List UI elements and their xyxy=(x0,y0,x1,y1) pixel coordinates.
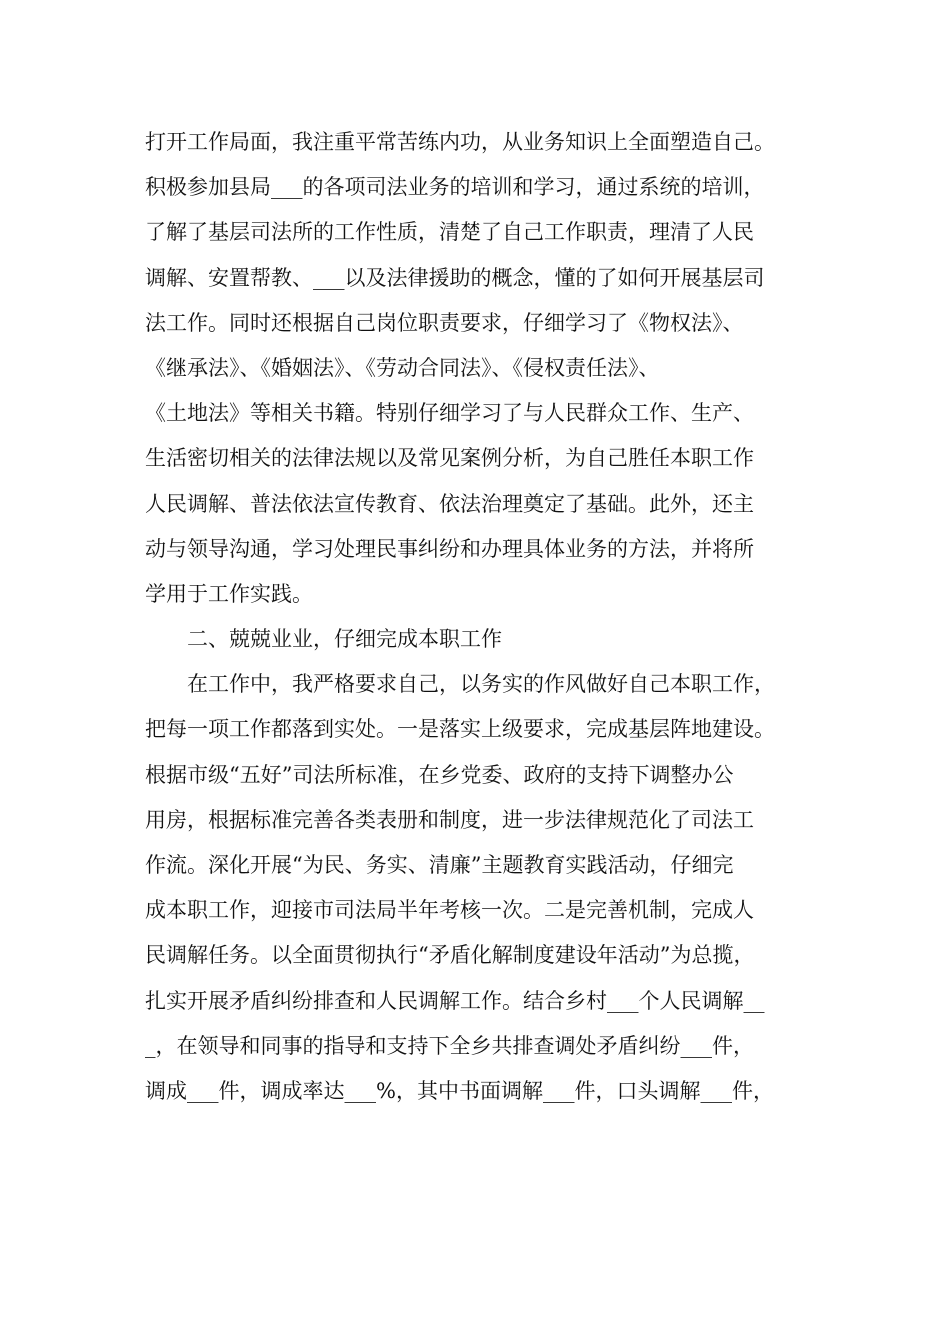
text-line: 扎实开展矛盾纠纷排查和人民调解工作。结合乡村___个人民调解__ xyxy=(145,988,765,1013)
text-line: 人民调解、普法依法宣传教育、依法治理奠定了基础。此外，还主 xyxy=(145,491,754,516)
text-line: 调解、安置帮教、___以及法律援助的概念，懂的了如何开展基层司 xyxy=(145,265,765,290)
text-line: 把每一项工作都落到实处。一是落实上级要求，完成基层阵地建设。 xyxy=(145,717,775,742)
text-line: 动与领导沟通，学习处理民事纠纷和办理具体业务的方法，并将所 xyxy=(145,536,754,561)
text-line: 法工作。同时还根据自己岗位职责要求，仔细学习了《物权法》、 xyxy=(145,310,744,335)
text-line: _，在领导和同事的指导和支持下全乡共排查调处矛盾纠纷___件， xyxy=(145,1033,754,1058)
body-text xyxy=(145,120,835,1114)
text-line: 学用于工作实践。 xyxy=(145,581,313,606)
text-line: 积极参加县局___的各项司法业务的培训和学习，通过系统的培训， xyxy=(145,175,765,200)
text-line: 《土地法》等相关书籍。特别仔细学习了与人民群众工作、生产、 xyxy=(145,401,754,426)
section-heading: 二、兢兢业业，仔细完成本职工作 xyxy=(187,627,502,652)
text-line: 用房，根据标准完善各类表册和制度，进一步法律规范化了司法工 xyxy=(145,807,754,832)
text-line: 《继承法》、《婚姻法》、《劳动合同法》、《侵权责任法》、 xyxy=(145,355,660,380)
text-line: 在工作中，我严格要求自己，以务实的作风做好自己本职工作， xyxy=(187,672,775,697)
text-line: 作流。深化开展“为民、务实、清廉”主题教育实践活动，仔细完 xyxy=(145,853,734,877)
text-line: 根据市级“五好”司法所标准，在乡党委、政府的支持下调整办公 xyxy=(145,762,734,787)
text-line: 成本职工作，迎接市司法局半年考核一次。二是完善机制，完成人 xyxy=(145,898,754,923)
text-line: 调成___件，调成率达___%，其中书面调解___件，口头调解___件， xyxy=(145,1078,774,1103)
text-line: 民调解任务。以全面贯彻执行“矛盾化解制度建设年活动”为总揽， xyxy=(145,943,755,968)
text-line: 了解了基层司法所的工作性质，清楚了自己工作职责，理清了人民 xyxy=(145,220,754,245)
text-line: 生活密切相关的法律法规以及常见案例分析，为自己胜任本职工作 xyxy=(145,446,754,471)
text-line: 打开工作局面，我注重平常苦练内功，从业务知识上全面塑造自己。 xyxy=(145,130,775,154)
